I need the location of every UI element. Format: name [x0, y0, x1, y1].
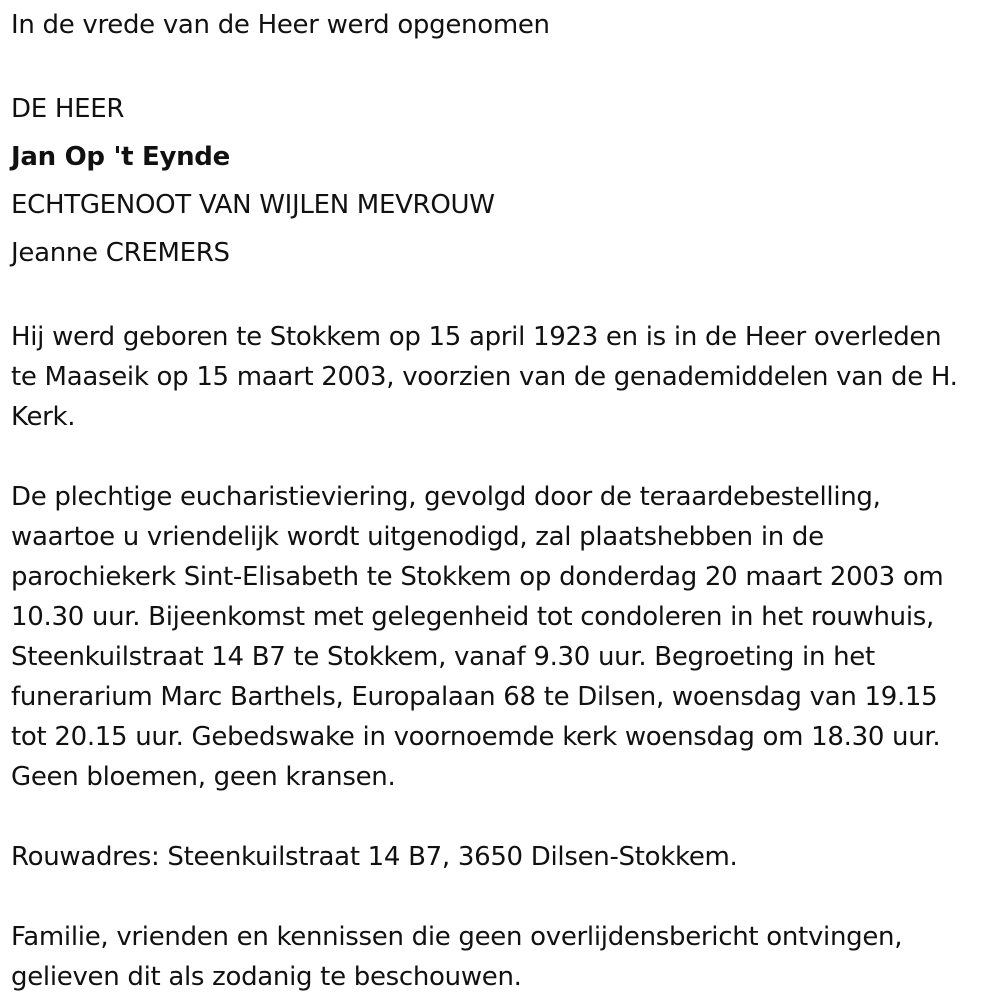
- deceased-block: [11, 85, 991, 277]
- closing-paragraph: [11, 917, 991, 997]
- paragraph-line: parochiekerk Sint-Elisabeth te Stokkem op donderdag 20 maart 2003 om: [11, 562, 944, 592]
- spouse-name: Jeanne CREMERS: [11, 238, 230, 268]
- paragraph-line: te Maaseik op 15 maart 2003, voorzien van de genademiddelen van de H.: [11, 362, 958, 392]
- intro-line: In de vrede van de Heer werd opgenomen: [11, 10, 550, 40]
- paragraph-line: funerarium Marc Barthels, Europalaan 68 te Dilsen, woensdag van 19.15: [11, 682, 938, 712]
- paragraph-line: waartoe u vriendelijk wordt uitgenodigd, zal plaatshebben in de: [11, 522, 824, 552]
- ceremony-paragraph: [11, 477, 991, 797]
- spacer: [11, 877, 991, 917]
- paragraph-line: Familie, vrienden en kennissen die geen overlijdensbericht ontvingen,: [11, 922, 903, 952]
- mourning-address: Rouwadres: Steenkuilstraat 14 B7, 3650 Dilsen-Stokkem.: [11, 842, 738, 872]
- paragraph-line: Kerk.: [11, 402, 76, 432]
- paragraph-line: tot 20.15 uur. Gebedswake in voornoemde kerk woensdag om 18.30 uur.: [11, 722, 941, 752]
- obituary-text: [11, 5, 991, 997]
- spacer: [11, 797, 991, 837]
- honorific: DE HEER: [11, 94, 125, 124]
- deceased-name: Jan Op 't Eynde: [11, 142, 230, 172]
- paragraph-line: Steenkuilstraat 14 B7 te Stokkem, vanaf 9.30 uur. Begroeting in het: [11, 642, 875, 672]
- paragraph-line: Hij werd geboren te Stokkem op 15 april 1923 en is in de Heer overleden: [11, 322, 942, 352]
- spacer: [11, 437, 991, 477]
- birth-death-paragraph: [11, 317, 991, 437]
- spacer: [11, 277, 991, 317]
- address-paragraph: [11, 837, 991, 877]
- spouse-label: ECHTGENOOT VAN WIJLEN MEVROUW: [11, 190, 495, 220]
- paragraph-line: gelieven dit als zodanig te beschouwen.: [11, 962, 522, 992]
- paragraph-line: Geen bloemen, geen kransen.: [11, 762, 396, 792]
- paragraph-line: De plechtige eucharistieviering, gevolgd door de teraardebestelling,: [11, 482, 881, 512]
- spacer: [11, 45, 991, 85]
- paragraph-line: 10.30 uur. Bijeenkomst met gelegenheid tot condoleren in het rouwhuis,: [11, 602, 934, 632]
